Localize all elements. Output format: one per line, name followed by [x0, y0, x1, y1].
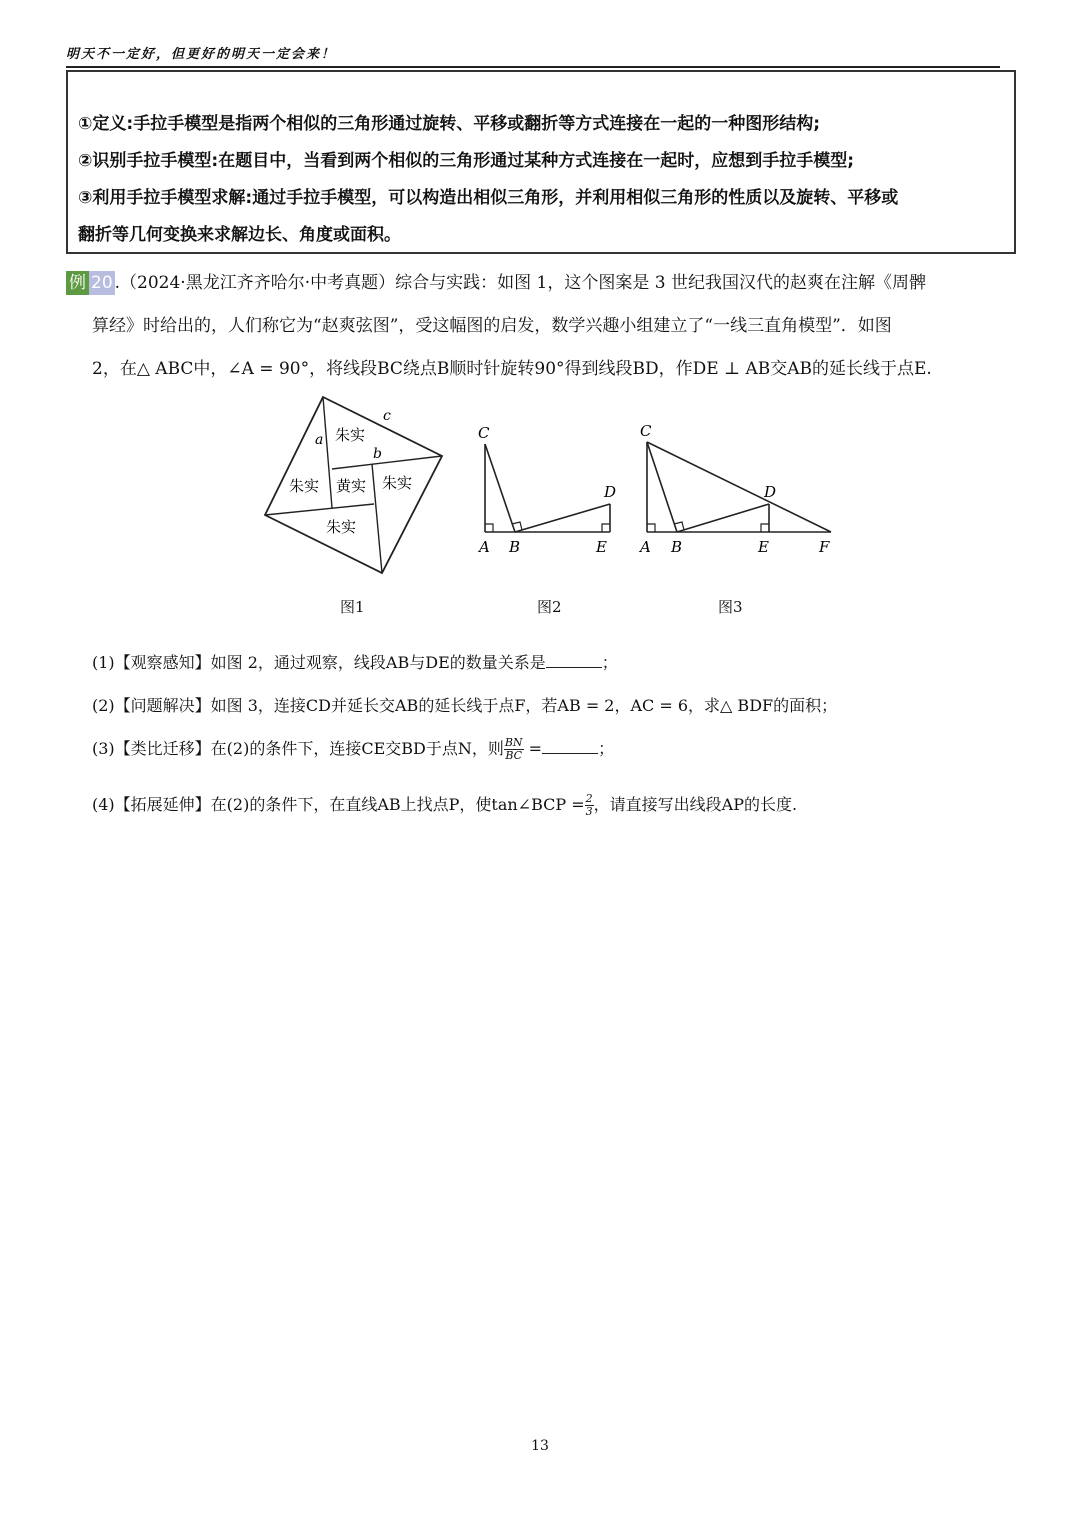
figure-3-diagram: [635, 420, 845, 560]
fig3-label-C: C: [640, 422, 652, 440]
answer-blank-3[interactable]: [542, 737, 598, 754]
fig1-label-b: b: [373, 446, 382, 462]
fig1-zhushi-left: 朱实: [289, 477, 320, 495]
summary-line-1: ①定义:手拉手模型是指两个相似的三角形通过旋转、平移或翻折等方式连接在一起的一种图形结构;: [78, 114, 820, 134]
fig2-label-D: D: [604, 483, 617, 501]
problem-line-2: 算经》时给出的，人们称它为“赵爽弦图”，受这幅图的启发，数学兴趣小组建立了“一线三直角模型”．如图: [92, 316, 892, 336]
fig1-label-c: c: [383, 408, 391, 424]
fig3-label-A: A: [640, 538, 651, 556]
fig1-label-a: a: [315, 432, 324, 448]
fraction-two-thirds-denominator: 3: [585, 805, 593, 818]
fig3-label-D: D: [764, 483, 777, 501]
figure-1-diagram: [255, 390, 455, 580]
example-tag: 例: [66, 271, 89, 295]
figure-2-diagram: [470, 420, 620, 560]
fig2-label-A: A: [479, 538, 490, 556]
question-1-suffix: ；: [601, 653, 618, 672]
fig2-label-C: C: [478, 424, 490, 442]
figure-2-caption: 图2: [537, 598, 562, 616]
question-3-equals: =: [523, 739, 543, 758]
figure-1-caption: 图1: [340, 598, 365, 616]
problem-line-1: .（2024·黑龙江齐齐哈尔·中考真题）综合与实践：如图 1，这个图案是 3 世纪我国汉代的赵爽在注解《周髀: [114, 273, 926, 293]
fig1-zhushi-right: 朱实: [382, 474, 413, 492]
question-4: [92, 792, 797, 818]
question-4-suffix: ，请直接写出线段AP的长度.: [593, 795, 798, 814]
fig1-huangshi-center: 黄实: [336, 477, 367, 495]
question-1: [92, 650, 618, 673]
fig3-label-B: B: [671, 538, 683, 556]
page-number: 13: [531, 1438, 549, 1454]
fig3-label-E: E: [758, 538, 769, 556]
summary-line-2: ②识别手拉手模型:在题目中，当看到两个相似的三角形通过某种方式连接在一起时，应想到手拉手模型;: [78, 151, 854, 171]
fig1-zhushi-bottom: 朱实: [326, 518, 357, 536]
question-1-text: (1)【观察感知】如图 2，通过观察，线段AB与DE的数量关系是: [92, 653, 546, 672]
question-3-suffix: ；: [598, 739, 615, 758]
summary-box: [66, 70, 1016, 254]
fraction-two-thirds-numerator: 2: [585, 792, 593, 805]
fraction-bn-bc-numerator: BN: [504, 736, 523, 749]
fig3-label-F: F: [819, 538, 830, 556]
question-4-text: (4)【拓展延伸】在(2)的条件下，在直线AB上找点P，使tan∠BCP =: [92, 795, 585, 814]
fraction-two-thirds: [585, 793, 594, 818]
figure-3-caption: 图3: [718, 598, 743, 616]
question-3: [92, 736, 614, 762]
fraction-bn-bc-denominator: BC: [505, 749, 523, 762]
answer-blank-1[interactable]: [546, 651, 602, 668]
summary-line-3: ③利用手拉手模型求解:通过手拉手模型，可以构造出相似三角形，并利用相似三角形的性质以及旋转、平移或: [78, 188, 899, 208]
header-motto: 明天不一定好，但更好的明天一定会来！: [66, 44, 1000, 68]
example-number: 20: [91, 273, 113, 293]
problem-statement: [66, 262, 1016, 391]
fig1-zhushi-top: 朱实: [335, 426, 366, 444]
fraction-bn-bc: [504, 737, 524, 762]
fig2-label-E: E: [596, 538, 607, 556]
fig2-label-B: B: [509, 538, 521, 556]
question-2: (2)【问题解决】如图 3，连接CD并延长交AB的延长线于点F，若AB = 2，AC = 6，求△ BDF的面积；: [92, 696, 838, 715]
question-3-text: (3)【类比迁移】在(2)的条件下，连接CE交BD于点N，则: [92, 739, 504, 758]
summary-line-4: 翻折等几何变换来求解边长、角度或面积。: [78, 225, 401, 245]
problem-line-3: 2，在△ ABC中，∠A = 90°，将线段BC绕点B顺时针旋转90°得到线段BD，作DE ⊥ AB交AB的延长线于点E.: [92, 359, 932, 379]
